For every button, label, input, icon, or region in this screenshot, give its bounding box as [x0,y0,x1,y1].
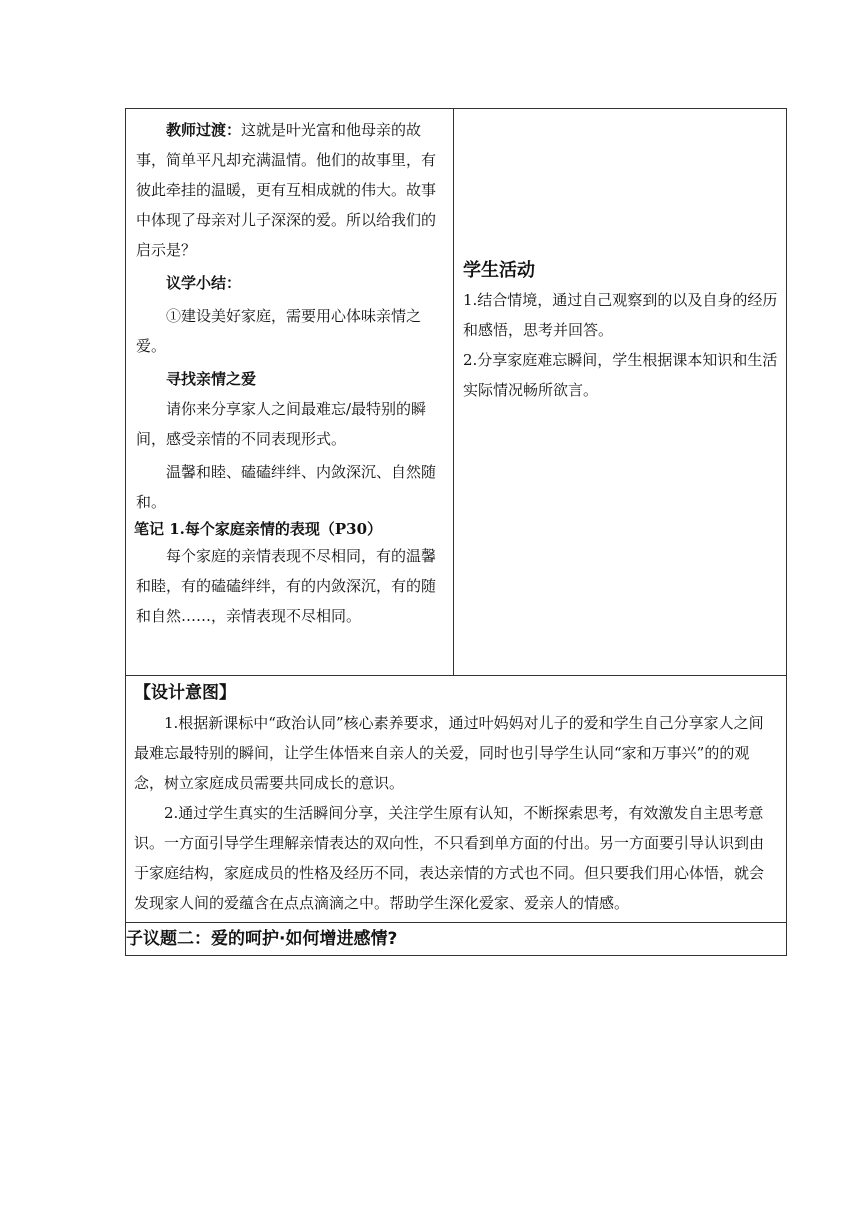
teacher-transition-text: 这就是叶光富和他母亲的故事，简单平凡却充满温情。他们的故事里，有彼此牵挂的温暖，更有互相成就的伟大。故事中体现了母亲对儿子深深的爱。所以给我们的启示是？ [136,121,437,259]
design-intent-cell [126,676,787,923]
design-intent-paragraph-2: 2.通过学生真实的生活瞬间分享，关注学生原有认知，不断探索思考，有效激发自主思考意识。一方面引导学生理解亲情表达的双向性，不只看到单方面的付出。另一方面要引导认识到由于家庭结构，家庭成员的性格及经历不同，表达亲情的方式也不同。但只要我们用心体悟，就会发现家人间的爱蕴含在点点滴滴之中。帮助学生深化爱家、爱亲人的情感。 [134,804,765,912]
student-activity-cell [454,109,787,676]
student-activity-item-1: 1.结合情境，通过自己观察到的以及自身的经历和感悟，思考并回答。 [463,291,778,339]
note-text: 每个家庭的亲情表现不尽相同，有的温馨和睦，有的磕磕绊绊，有的内敛深沉，有的随和自然……，亲情表现不尽相同。 [136,547,437,625]
design-intent-paragraph-1: 1.根据新课标中“政治认同”核心素养要求，通过叶妈妈对儿子的爱和学生自己分享家人之间最难忘最特别的瞬间，让学生体悟来自亲人的关爱，同时也引导学生认同“家和万事兴”的的观念，树立家庭成员需要共同成长的意识。 [134,714,764,792]
find-love-forms: 温馨和睦、磕磕绊绊、内敛深沉、自然随和。 [136,463,437,511]
student-activity-item-2: 2.分享家庭难忘瞬间，学生根据课本知识和生活实际情况畅所欲言。 [463,351,778,399]
design-intent-row [126,676,787,923]
design-intent-title: 【设计意图】 [134,683,236,703]
subtopic-row [126,923,787,956]
summary-label: 议学小结： [166,274,242,292]
find-love-heading: 寻找亲情之爱 [166,370,257,388]
lesson-table [125,108,787,956]
teacher-transition-label: 教师过渡： [166,121,242,139]
subtopic-title: 子议题二：爱的呵护·如何增进感情? [126,923,787,956]
find-love-prompt: 请你来分享家人之间最难忘/最特别的瞬间，感受亲情的不同表现形式。 [136,400,427,448]
teacher-cell [126,109,454,676]
note-heading: 笔记 1.每个家庭亲情的表现（P30） [134,520,383,538]
student-activity-title: 学生活动 [463,260,535,281]
summary-text: ①建设美好家庭，需要用心体味亲情之爱。 [136,307,422,355]
activity-row [126,109,787,676]
teacher-transition [136,115,445,265]
